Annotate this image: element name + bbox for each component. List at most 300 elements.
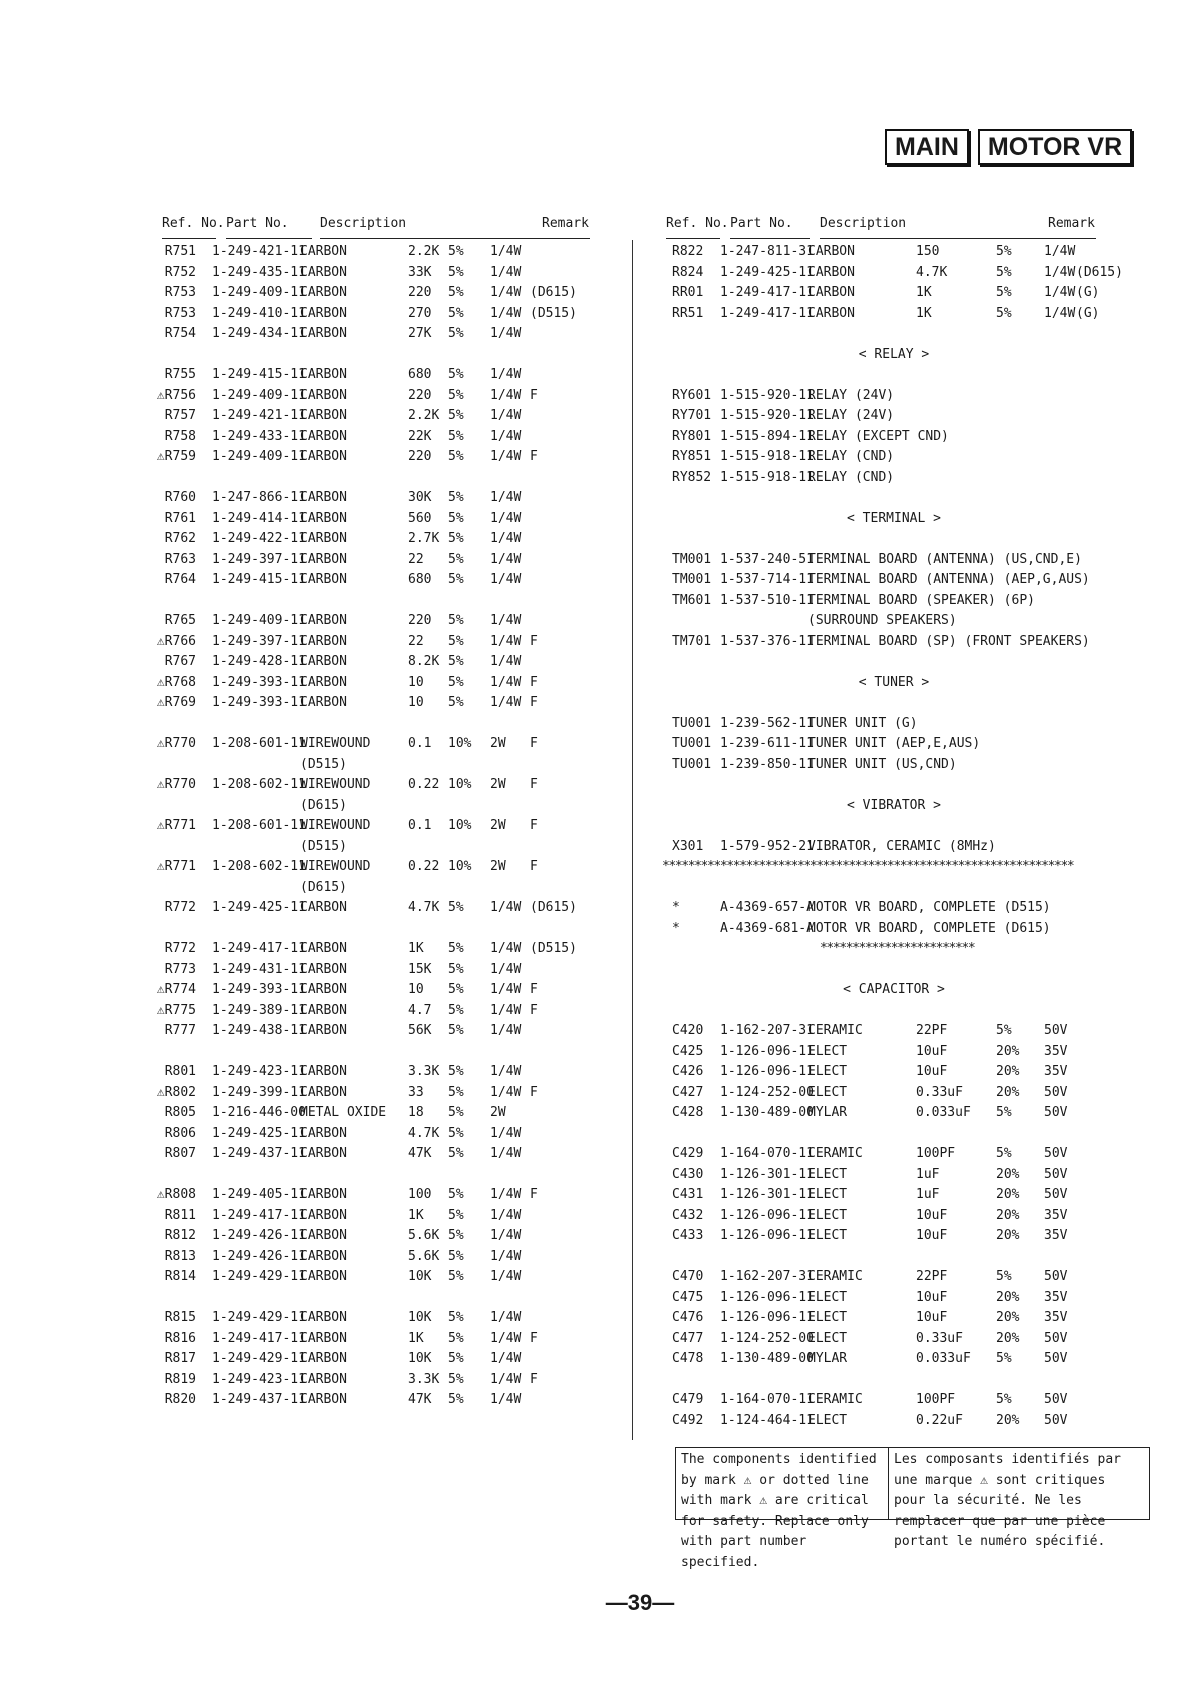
spacer-row [160, 468, 626, 489]
cell-part: A-4369-657-A [720, 900, 814, 915]
cell-part: 1-249-423-11 [212, 1371, 306, 1387]
table-row [160, 550, 626, 571]
cell-val: 2.7K [408, 531, 440, 546]
cell-note: F [530, 982, 538, 997]
cell-desc: CARBON [300, 982, 347, 997]
cell-desc: CERAMIC [808, 1392, 863, 1407]
cell-watt: 1/4W [1044, 264, 1076, 280]
cell-desc: CARBON [300, 1187, 347, 1202]
right-column-header [664, 214, 1124, 242]
cell-watt: 1/4W [490, 551, 522, 567]
cell-note: (D615) [1076, 264, 1123, 280]
cell-desc: CARBON [300, 633, 347, 649]
cell-val: 1K [916, 305, 932, 321]
cell-ref: R805 [164, 1105, 196, 1120]
cell-ref: R764 [164, 572, 196, 587]
cell-tol: 5% [448, 1228, 464, 1243]
cell-desc: TERMINAL BOARD (ANTENNA) (US,CND,E) [808, 551, 1082, 567]
cell-val: 680 [408, 367, 432, 382]
cell-watt: 2W [490, 859, 506, 874]
table-row [156, 1001, 626, 1022]
cell-ref: R814 [164, 1269, 196, 1284]
table-row [160, 1226, 626, 1247]
cell-note: F [530, 1187, 538, 1202]
table-row [160, 1267, 626, 1288]
cell-desc: CARBON [300, 1310, 347, 1325]
cell-part: 1-126-301-11 [720, 1187, 814, 1202]
cell-watt: 1/4W [490, 387, 522, 403]
cell-tol: 5% [448, 305, 464, 321]
cell-tol: 5% [448, 633, 464, 649]
cell-tol: 5% [448, 367, 464, 382]
cell-desc: WIREWOUND [300, 777, 371, 792]
cell-val: 1uF [916, 1187, 940, 1202]
table-row [664, 837, 1124, 858]
cell-val: 22 [408, 551, 424, 567]
spacer-row [664, 1370, 1124, 1391]
cell-ref: R767 [164, 654, 196, 669]
table-row [160, 488, 626, 509]
table-row [160, 878, 626, 899]
cell-ref: R824 [672, 264, 704, 280]
cell-desc: CARBON [300, 1084, 347, 1100]
cell-tol: 5% [448, 551, 464, 567]
cell-part: 1-249-425-11 [720, 264, 814, 280]
cell-val: 10uF [916, 1228, 948, 1243]
separator-stars: **************************************************************** [662, 859, 1074, 874]
cell-tol: 5% [448, 449, 464, 464]
cell-desc: CERAMIC [808, 1146, 863, 1161]
cell-watt: 1/4W [490, 1002, 522, 1018]
table-row [160, 304, 626, 325]
cell-desc: CARBON [808, 264, 855, 280]
cell-val: 220 [408, 285, 432, 300]
table-row [156, 980, 626, 1001]
cell-val: 0.22uF [916, 1412, 963, 1428]
cell-desc: CARBON [300, 1351, 347, 1366]
cell-val: 22PF [916, 1023, 948, 1038]
cell-ref: R754 [164, 326, 196, 341]
cell-watt: 1/4W [490, 1064, 522, 1079]
cell-val: 10uF [916, 1310, 948, 1325]
cell-val: 8.2K [408, 654, 440, 669]
cell-note: F [530, 1002, 538, 1018]
cell-ref: C428 [672, 1105, 704, 1120]
table-row [664, 1411, 1124, 1432]
cell-watt: 1/4W [490, 654, 522, 669]
cell-desc: CARBON [300, 1330, 347, 1346]
cell-tol: 20% [996, 1187, 1020, 1202]
table-row [160, 529, 626, 550]
cell-watt: 1/4W [490, 1248, 522, 1264]
cell-val: 4.7K [408, 900, 440, 915]
cell-ref: R760 [164, 490, 196, 505]
cell-watt: 1/4W [490, 613, 522, 628]
cell-tol: 20% [996, 1166, 1020, 1182]
cell-desc: RELAY (CND) [808, 449, 895, 464]
cell-part: 1-515-920-11 [720, 408, 814, 423]
cell-ref: * [672, 900, 680, 915]
cell-val: 27K [408, 326, 432, 341]
cell-note: F [530, 1330, 538, 1346]
cell-desc: TERMINAL BOARD (SP) (FRONT SPEAKERS) [808, 633, 1090, 649]
cell-tol: 5% [448, 408, 464, 423]
cell-ref: R813 [164, 1248, 196, 1264]
cell-ref: * [672, 920, 680, 936]
cell-desc: CARBON [300, 449, 347, 464]
cell-ref: R777 [164, 1023, 196, 1038]
cell-desc: MYLAR [808, 1105, 848, 1120]
cell-desc: CARBON [300, 1064, 347, 1079]
cell-val: 0.22 [408, 777, 440, 792]
cell-watt: 1/4W [490, 1351, 522, 1366]
cell-tol: 5% [448, 695, 464, 710]
cell-ref: RR51 [672, 305, 704, 321]
table-row [664, 386, 1124, 407]
cell-note: F [530, 818, 538, 833]
safety-note [675, 1447, 1150, 1570]
cell-watt: 1/4W [490, 305, 522, 321]
tab-main: MAIN [885, 129, 969, 165]
cell-watt: 1/4W [490, 1269, 522, 1284]
cell-tol: 20% [996, 1228, 1020, 1243]
cell-tol: 5% [448, 674, 464, 690]
cell-ref: C425 [672, 1043, 704, 1059]
cell-tol: 5% [448, 1084, 464, 1100]
table-row [664, 898, 1124, 919]
table-row [160, 1370, 626, 1391]
cell-ref: R815 [164, 1310, 196, 1325]
cell-ref: C431 [672, 1187, 704, 1202]
cell-desc: (D615) [300, 797, 347, 813]
table-row [664, 406, 1124, 427]
cell-ref: ⚠R759 [156, 449, 196, 464]
cell-val: 18 [408, 1105, 424, 1120]
left-parts-list [156, 214, 626, 1411]
table-row [160, 1247, 626, 1268]
cell-val: 4.7 [408, 1002, 432, 1018]
cell-desc: TERMINAL BOARD (ANTENNA) (AEP,G,AUS) [808, 572, 1090, 587]
cell-desc: CARBON [300, 305, 347, 321]
spacer-row [664, 816, 1124, 837]
cell-note: F [530, 859, 538, 874]
cell-ref: R806 [164, 1125, 196, 1141]
cell-tol: 5% [996, 1351, 1012, 1366]
cell-val: 47K [408, 1146, 432, 1161]
cell-desc: RELAY (24V) [808, 387, 895, 403]
cell-desc: ELECT [808, 1289, 848, 1305]
spacer-row [664, 775, 1124, 796]
cell-desc: CARBON [300, 428, 347, 444]
cell-tol: 5% [996, 1392, 1012, 1407]
spacer-row [664, 960, 1124, 981]
left-column-header [160, 214, 626, 242]
cell-tol: 20% [996, 1043, 1020, 1059]
cell-desc: CARBON [300, 551, 347, 567]
cell-tol: 5% [448, 326, 464, 341]
cell-desc: TUNER UNIT (AEP,E,AUS) [808, 736, 981, 751]
table-row [160, 1124, 626, 1145]
cell-part: 1-515-894-11 [720, 428, 814, 444]
cell-watt: 50V [1044, 1084, 1068, 1100]
cell-ref: ⚠R775 [156, 1002, 196, 1018]
cell-part: 1-239-611-11 [720, 736, 814, 751]
cell-watt: 50V [1044, 1187, 1068, 1202]
cell-desc: VIBRATOR, CERAMIC (8MHz) [808, 838, 996, 854]
section-title: < TUNER > [858, 674, 930, 690]
cell-part: 1-249-429-11 [212, 1351, 306, 1366]
cell-val: 220 [408, 449, 432, 464]
table-row [160, 242, 626, 263]
cell-ref: R755 [164, 367, 196, 382]
cell-desc: RELAY (CND) [808, 469, 895, 485]
cell-desc: CARBON [300, 654, 347, 669]
table-row [156, 386, 626, 407]
cell-ref: ⚠R802 [156, 1084, 196, 1100]
cell-tol: 5% [448, 244, 464, 259]
cell-ref: R801 [164, 1064, 196, 1079]
table-row [156, 857, 626, 878]
cell-desc: CARBON [300, 510, 347, 526]
table-row [160, 898, 626, 919]
header-description: Description [820, 216, 907, 231]
cell-desc: CARBON [300, 1248, 347, 1264]
cell-ref: R763 [164, 551, 196, 567]
cell-watt: 1/4W [490, 408, 522, 423]
cell-part: 1-249-409-11 [212, 449, 306, 464]
cell-val: 0.1 [408, 818, 432, 833]
cell-part: 1-249-425-11 [212, 900, 306, 915]
cell-ref: TM701 [672, 633, 712, 649]
cell-watt: 50V [1044, 1330, 1068, 1346]
cell-watt: 1/4W [1044, 305, 1076, 321]
cell-tol: 5% [448, 1330, 464, 1346]
cell-val: 10uF [916, 1289, 948, 1305]
cell-desc: CARBON [300, 1207, 347, 1223]
cell-ref: RY701 [672, 408, 712, 423]
cell-desc: ELECT [808, 1084, 848, 1100]
cell-val: 0.33uF [916, 1084, 963, 1100]
cell-desc: CARBON [300, 285, 347, 300]
table-row [664, 1308, 1124, 1329]
table-row [160, 570, 626, 591]
cell-watt: 50V [1044, 1146, 1068, 1161]
cell-ref: RY851 [672, 449, 712, 464]
cell-desc: CARBON [300, 387, 347, 403]
cell-part: 1-126-096-11 [720, 1064, 814, 1079]
cell-ref: C430 [672, 1166, 704, 1182]
spacer-row [664, 1001, 1124, 1022]
cell-val: 0.22 [408, 859, 440, 874]
cell-ref: R773 [164, 961, 196, 977]
cell-watt: 1/4W [490, 1228, 522, 1243]
table-row [160, 837, 626, 858]
cell-part: 1-249-434-11 [212, 326, 306, 341]
cell-desc: CARBON [300, 1371, 347, 1387]
cell-desc: CARBON [300, 613, 347, 628]
spacer-row [664, 1247, 1124, 1268]
cell-ref: R757 [164, 408, 196, 423]
table-row [160, 1103, 626, 1124]
cell-ref: RR01 [672, 285, 704, 300]
cell-watt: 1/4W [490, 490, 522, 505]
cell-val: 5.6K [408, 1248, 440, 1264]
cell-desc: CARBON [300, 695, 347, 710]
cell-part: 1-249-437-11 [212, 1392, 306, 1407]
table-row [664, 1185, 1124, 1206]
cell-watt: 1/4W [490, 1084, 522, 1100]
cell-note: (D515) [530, 941, 577, 956]
table-row [664, 714, 1124, 735]
cell-desc: WIREWOUND [300, 736, 371, 751]
cell-tol: 5% [996, 1023, 1012, 1038]
cell-tol: 10% [448, 818, 472, 833]
cell-part: 1-249-426-11 [212, 1228, 306, 1243]
cell-desc: CARBON [300, 490, 347, 505]
cell-desc: CARBON [300, 408, 347, 423]
cell-ref: ⚠R769 [156, 695, 196, 710]
cell-desc: ELECT [808, 1187, 848, 1202]
section-title: < RELAY > [858, 346, 930, 362]
cell-tol: 5% [996, 244, 1012, 259]
table-row [664, 1349, 1124, 1370]
cell-watt: 1/4W [490, 900, 522, 915]
cell-part: 1-249-426-11 [212, 1248, 306, 1264]
table-row [160, 509, 626, 530]
cell-tol: 20% [996, 1207, 1020, 1223]
cell-desc: TERMINAL BOARD (SPEAKER) (6P) [808, 592, 1035, 608]
cell-desc: (D615) [300, 879, 347, 895]
table-row [156, 673, 626, 694]
cell-part: 1-126-096-11 [720, 1228, 814, 1243]
table-row [664, 611, 1124, 632]
cell-desc: ELECT [808, 1310, 848, 1325]
cell-ref: R753 [164, 285, 196, 300]
table-row [160, 1206, 626, 1227]
cell-note: (D615) [530, 900, 577, 915]
cell-part: 1-249-438-11 [212, 1023, 306, 1038]
spacer-row [664, 488, 1124, 509]
section-heading [664, 796, 1124, 817]
cell-val: 22 [408, 633, 424, 649]
table-row [156, 816, 626, 837]
cell-note: F [530, 695, 538, 710]
cell-desc: CARBON [300, 1023, 347, 1038]
cell-ref: TM601 [672, 592, 712, 608]
cell-tol: 5% [448, 1064, 464, 1079]
cell-watt: 1/4W [490, 982, 522, 997]
cell-ref: ⚠R770 [156, 736, 196, 751]
cell-watt: 1/4W [490, 428, 522, 444]
table-row [156, 1083, 626, 1104]
cell-part: 1-249-409-11 [212, 285, 306, 300]
cell-watt: 2W [490, 1105, 506, 1120]
cell-desc: CARBON [300, 961, 347, 977]
cell-watt: 2W [490, 818, 506, 833]
cell-ref: ⚠R771 [156, 859, 196, 874]
cell-part: 1-249-417-11 [720, 305, 814, 321]
cell-part: 1-126-301-11 [720, 1166, 814, 1182]
cell-desc: CERAMIC [808, 1023, 863, 1038]
cell-part: 1-537-714-11 [720, 572, 814, 587]
cell-val: 4.7K [916, 264, 948, 280]
cell-watt: 50V [1044, 1105, 1068, 1120]
cell-tol: 5% [996, 1269, 1012, 1284]
cell-tol: 5% [448, 1002, 464, 1018]
cell-watt: 1/4W [490, 531, 522, 546]
cell-part: 1-249-429-11 [212, 1310, 306, 1325]
cell-val: 33K [408, 264, 432, 280]
cell-val: 56K [408, 1023, 432, 1038]
table-row [664, 570, 1124, 591]
cell-tol: 5% [448, 531, 464, 546]
cell-desc: CARBON [300, 264, 347, 280]
cell-val: 0.1 [408, 736, 432, 751]
cell-watt: 1/4W [1044, 285, 1076, 300]
cell-desc: ELECT [808, 1166, 848, 1182]
table-row [664, 591, 1124, 612]
cell-watt: 35V [1044, 1289, 1068, 1305]
table-row [156, 1185, 626, 1206]
section-title: < VIBRATOR > [847, 797, 941, 813]
cell-part: 1-239-850-11 [720, 756, 814, 772]
cell-val: 1K [408, 1207, 424, 1223]
cell-ref: ⚠R756 [156, 387, 196, 403]
cell-val: 100 [408, 1187, 432, 1202]
cell-watt: 50V [1044, 1351, 1068, 1366]
cell-part: 1-126-096-11 [720, 1207, 814, 1223]
cell-part: 1-537-376-11 [720, 633, 814, 649]
cell-part: 1-249-410-11 [212, 305, 306, 321]
cell-watt: 1/4W [490, 1023, 522, 1038]
cell-part: 1-249-435-11 [212, 264, 306, 280]
cell-ref: R761 [164, 510, 196, 526]
cell-part: 1-208-602-11 [212, 777, 306, 792]
cell-watt: 1/4W [490, 510, 522, 526]
cell-watt: 35V [1044, 1043, 1068, 1059]
cell-ref: ⚠R770 [156, 777, 196, 792]
cell-val: 220 [408, 387, 432, 403]
cell-ref: TU001 [672, 736, 712, 751]
cell-desc: TUNER UNIT (US,CND) [808, 756, 957, 772]
cell-note: F [530, 1371, 538, 1387]
cell-desc: METAL OXIDE [300, 1105, 387, 1120]
cell-tol: 5% [448, 982, 464, 997]
cell-part: 1-249-429-11 [212, 1269, 306, 1284]
cell-part: 1-249-423-11 [212, 1064, 306, 1079]
cell-ref: C476 [672, 1310, 704, 1325]
cell-val: 1uF [916, 1166, 940, 1182]
cell-tol: 5% [448, 1351, 464, 1366]
spacer-row [160, 1288, 626, 1309]
cell-part: 1-249-397-11 [212, 633, 306, 649]
separator-stars: ************************ [820, 941, 975, 956]
cell-desc: (D515) [300, 838, 347, 854]
table-row [664, 1165, 1124, 1186]
table-row [664, 857, 1124, 878]
spacer-row [664, 652, 1124, 673]
cell-ref: R812 [164, 1228, 196, 1243]
cell-watt: 1/4W [490, 326, 522, 341]
cell-tol: 5% [448, 1248, 464, 1264]
cell-val: 33 [408, 1084, 424, 1100]
cell-part: 1-249-433-11 [212, 428, 306, 444]
table-row [160, 1329, 626, 1350]
cell-watt: 2W [490, 777, 506, 792]
table-row [160, 365, 626, 386]
cell-part: 1-124-252-00 [720, 1084, 814, 1100]
cell-desc: CARBON [300, 900, 347, 915]
